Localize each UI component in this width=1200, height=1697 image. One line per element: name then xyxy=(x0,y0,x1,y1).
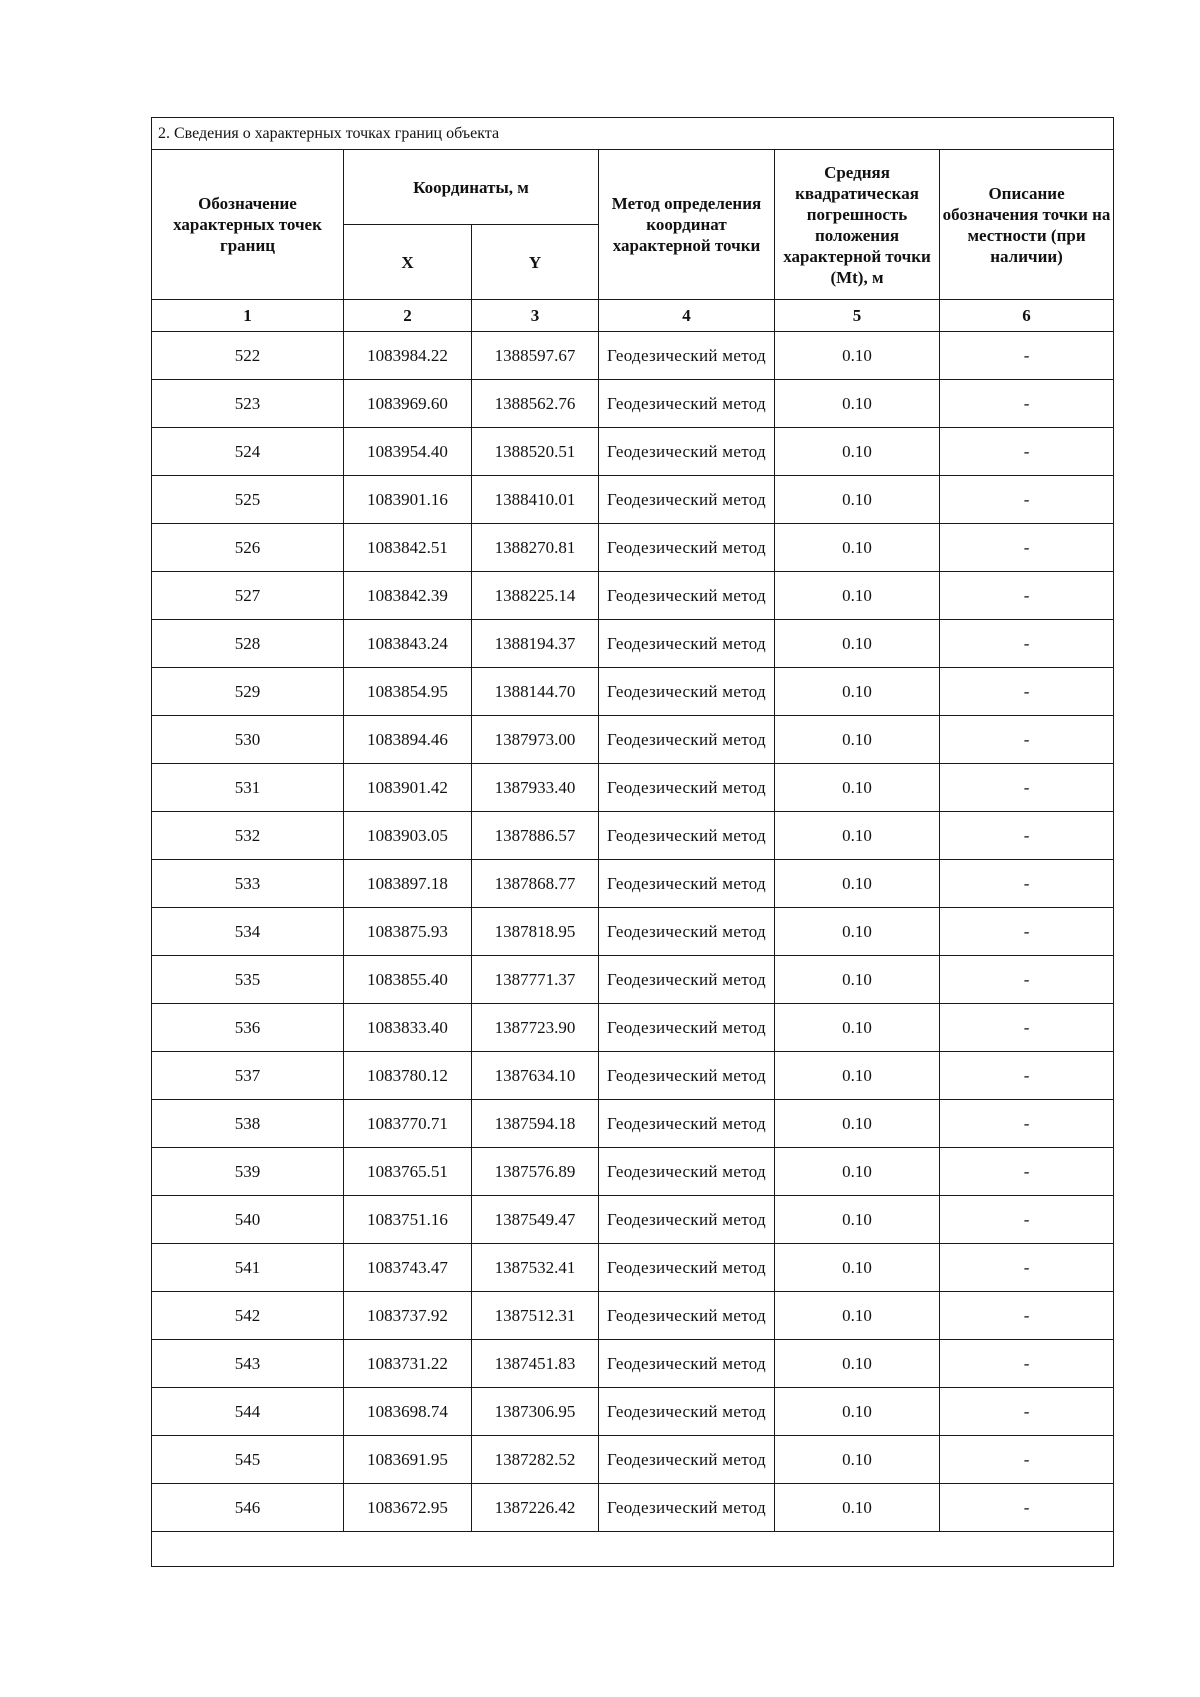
cell-coord-y: 1387549.47 xyxy=(472,1196,599,1244)
cell-mean-square-error: 0.10 xyxy=(775,1100,940,1148)
cell-point-id: 541 xyxy=(152,1244,344,1292)
cell-method: Геодезический метод xyxy=(599,1484,775,1532)
column-number: 1 xyxy=(152,300,344,332)
cell-point-id: 523 xyxy=(152,380,344,428)
cell-mean-square-error: 0.10 xyxy=(775,908,940,956)
cell-mean-square-error: 0.10 xyxy=(775,1388,940,1436)
table-row xyxy=(152,1052,1114,1100)
cell-coord-y: 1387868.77 xyxy=(472,860,599,908)
cell-point-id: 524 xyxy=(152,428,344,476)
cell-mean-square-error: 0.10 xyxy=(775,668,940,716)
cell-method: Геодезический метод xyxy=(599,524,775,572)
cell-coord-x: 1083854.95 xyxy=(344,668,472,716)
cell-mean-square-error: 0.10 xyxy=(775,332,940,380)
cell-coord-x: 1083751.16 xyxy=(344,1196,472,1244)
table-row xyxy=(152,860,1114,908)
cell-mean-square-error: 0.10 xyxy=(775,1484,940,1532)
table-row xyxy=(152,1292,1114,1340)
cell-coord-y: 1387306.95 xyxy=(472,1388,599,1436)
cell-coord-x: 1083969.60 xyxy=(344,380,472,428)
cell-method: Геодезический метод xyxy=(599,956,775,1004)
cell-description: - xyxy=(940,764,1114,812)
cell-description: - xyxy=(940,1436,1114,1484)
cell-method: Геодезический метод xyxy=(599,1436,775,1484)
header-point-designation: Обозначение характерных точек границ xyxy=(152,150,344,300)
header-method: Метод определения координат характерной точки xyxy=(599,150,775,300)
cell-point-id: 537 xyxy=(152,1052,344,1100)
cell-method: Геодезический метод xyxy=(599,1196,775,1244)
cell-coord-x: 1083954.40 xyxy=(344,428,472,476)
cell-description: - xyxy=(940,668,1114,716)
cell-coord-x: 1083903.05 xyxy=(344,812,472,860)
cell-coord-y: 1388144.70 xyxy=(472,668,599,716)
table-row xyxy=(152,716,1114,764)
header-coordinates: Координаты, м xyxy=(344,150,599,225)
cell-mean-square-error: 0.10 xyxy=(775,428,940,476)
cell-method: Геодезический метод xyxy=(599,716,775,764)
cell-coord-x: 1083897.18 xyxy=(344,860,472,908)
cell-coord-y: 1387771.37 xyxy=(472,956,599,1004)
table-row xyxy=(152,1004,1114,1052)
cell-description: - xyxy=(940,1484,1114,1532)
column-number: 3 xyxy=(472,300,599,332)
table-row xyxy=(152,1148,1114,1196)
cell-description: - xyxy=(940,1340,1114,1388)
cell-method: Геодезический метод xyxy=(599,1100,775,1148)
cell-coord-y: 1388410.01 xyxy=(472,476,599,524)
cell-method: Геодезический метод xyxy=(599,380,775,428)
table-row xyxy=(152,1388,1114,1436)
cell-coord-y: 1387973.00 xyxy=(472,716,599,764)
table-row xyxy=(152,572,1114,620)
cell-description: - xyxy=(940,428,1114,476)
cell-mean-square-error: 0.10 xyxy=(775,620,940,668)
cell-point-id: 545 xyxy=(152,1436,344,1484)
column-number: 4 xyxy=(599,300,775,332)
cell-coord-x: 1083698.74 xyxy=(344,1388,472,1436)
cell-mean-square-error: 0.10 xyxy=(775,524,940,572)
cell-coord-y: 1387532.41 xyxy=(472,1244,599,1292)
table-row xyxy=(152,620,1114,668)
column-number: 2 xyxy=(344,300,472,332)
cell-mean-square-error: 0.10 xyxy=(775,860,940,908)
cell-coord-y: 1388225.14 xyxy=(472,572,599,620)
cell-description: - xyxy=(940,1292,1114,1340)
cell-coord-y: 1387576.89 xyxy=(472,1148,599,1196)
cell-description: - xyxy=(940,380,1114,428)
header-x: X xyxy=(344,225,472,300)
cell-point-id: 534 xyxy=(152,908,344,956)
table-row xyxy=(152,476,1114,524)
table-row xyxy=(152,1340,1114,1388)
cell-mean-square-error: 0.10 xyxy=(775,572,940,620)
cell-mean-square-error: 0.10 xyxy=(775,1148,940,1196)
cell-description: - xyxy=(940,956,1114,1004)
cell-method: Геодезический метод xyxy=(599,1148,775,1196)
cell-mean-square-error: 0.10 xyxy=(775,812,940,860)
cell-coord-x: 1083833.40 xyxy=(344,1004,472,1052)
cell-point-id: 529 xyxy=(152,668,344,716)
table-row xyxy=(152,812,1114,860)
cell-description: - xyxy=(940,1100,1114,1148)
cell-description: - xyxy=(940,1244,1114,1292)
cell-point-id: 543 xyxy=(152,1340,344,1388)
cell-point-id: 539 xyxy=(152,1148,344,1196)
cell-point-id: 540 xyxy=(152,1196,344,1244)
cell-coord-x: 1083737.92 xyxy=(344,1292,472,1340)
cell-coord-x: 1083672.95 xyxy=(344,1484,472,1532)
cell-description: - xyxy=(940,716,1114,764)
table-row xyxy=(152,524,1114,572)
cell-coord-x: 1083894.46 xyxy=(344,716,472,764)
table-body xyxy=(152,332,1114,1532)
cell-coord-y: 1387933.40 xyxy=(472,764,599,812)
table-row xyxy=(152,380,1114,428)
cell-description: - xyxy=(940,476,1114,524)
cell-method: Геодезический метод xyxy=(599,1244,775,1292)
cell-coord-y: 1387451.83 xyxy=(472,1340,599,1388)
table-row xyxy=(152,1244,1114,1292)
cell-method: Геодезический метод xyxy=(599,1004,775,1052)
cell-method: Геодезический метод xyxy=(599,476,775,524)
cell-description: - xyxy=(940,1196,1114,1244)
cell-coord-x: 1083855.40 xyxy=(344,956,472,1004)
header-mean-square-error: Средняя квадратическая погрешность положения характерной точки (Mt), м xyxy=(775,150,940,300)
cell-method: Геодезический метод xyxy=(599,332,775,380)
cell-mean-square-error: 0.10 xyxy=(775,764,940,812)
cell-coord-x: 1083901.42 xyxy=(344,764,472,812)
section-title: 2. Сведения о характерных точках границ объекта xyxy=(152,118,1114,150)
cell-description: - xyxy=(940,860,1114,908)
cell-description: - xyxy=(940,620,1114,668)
cell-method: Геодезический метод xyxy=(599,860,775,908)
table-row xyxy=(152,956,1114,1004)
cell-mean-square-error: 0.10 xyxy=(775,1340,940,1388)
table-row xyxy=(152,1436,1114,1484)
cell-coord-x: 1083743.47 xyxy=(344,1244,472,1292)
cell-coord-y: 1388520.51 xyxy=(472,428,599,476)
cell-coord-y: 1387886.57 xyxy=(472,812,599,860)
cell-coord-x: 1083842.39 xyxy=(344,572,472,620)
cell-point-id: 528 xyxy=(152,620,344,668)
cell-point-id: 526 xyxy=(152,524,344,572)
header-y: Y xyxy=(472,225,599,300)
cell-coord-x: 1083875.93 xyxy=(344,908,472,956)
cell-coord-x: 1083765.51 xyxy=(344,1148,472,1196)
cell-coord-y: 1387594.18 xyxy=(472,1100,599,1148)
cell-description: - xyxy=(940,1052,1114,1100)
cell-mean-square-error: 0.10 xyxy=(775,1244,940,1292)
cell-point-id: 527 xyxy=(152,572,344,620)
cell-coord-y: 1388562.76 xyxy=(472,380,599,428)
cell-method: Геодезический метод xyxy=(599,620,775,668)
table-row xyxy=(152,1196,1114,1244)
cell-method: Геодезический метод xyxy=(599,428,775,476)
cell-mean-square-error: 0.10 xyxy=(775,1436,940,1484)
cell-coord-x: 1083842.51 xyxy=(344,524,472,572)
cell-coord-x: 1083780.12 xyxy=(344,1052,472,1100)
cell-coord-x: 1083691.95 xyxy=(344,1436,472,1484)
cell-point-id: 535 xyxy=(152,956,344,1004)
cell-description: - xyxy=(940,908,1114,956)
cell-mean-square-error: 0.10 xyxy=(775,1004,940,1052)
cell-point-id: 532 xyxy=(152,812,344,860)
cell-method: Геодезический метод xyxy=(599,1292,775,1340)
cell-mean-square-error: 0.10 xyxy=(775,1196,940,1244)
cell-point-id: 546 xyxy=(152,1484,344,1532)
cell-mean-square-error: 0.10 xyxy=(775,380,940,428)
cell-point-id: 542 xyxy=(152,1292,344,1340)
cell-coord-x: 1083770.71 xyxy=(344,1100,472,1148)
header-description: Описание обозначения точки на местности (при наличии) xyxy=(940,150,1114,300)
cell-mean-square-error: 0.10 xyxy=(775,1052,940,1100)
cell-point-id: 525 xyxy=(152,476,344,524)
cell-method: Геодезический метод xyxy=(599,764,775,812)
cell-method: Геодезический метод xyxy=(599,908,775,956)
cell-coord-x: 1083901.16 xyxy=(344,476,472,524)
cell-method: Геодезический метод xyxy=(599,1052,775,1100)
cell-description: - xyxy=(940,1004,1114,1052)
cell-description: - xyxy=(940,572,1114,620)
cell-description: - xyxy=(940,332,1114,380)
cell-coord-y: 1387282.52 xyxy=(472,1436,599,1484)
cell-coord-y: 1387512.31 xyxy=(472,1292,599,1340)
cell-coord-y: 1387634.10 xyxy=(472,1052,599,1100)
cell-point-id: 530 xyxy=(152,716,344,764)
cell-description: - xyxy=(940,1388,1114,1436)
table-footer-row xyxy=(152,1532,1114,1567)
cell-coord-y: 1388597.67 xyxy=(472,332,599,380)
cell-coord-y: 1387723.90 xyxy=(472,1004,599,1052)
cell-description: - xyxy=(940,812,1114,860)
cell-coord-y: 1388270.81 xyxy=(472,524,599,572)
cell-point-id: 544 xyxy=(152,1388,344,1436)
cell-method: Геодезический метод xyxy=(599,668,775,716)
cell-method: Геодезический метод xyxy=(599,1388,775,1436)
cell-point-id: 522 xyxy=(152,332,344,380)
cell-coord-x: 1083731.22 xyxy=(344,1340,472,1388)
column-number: 6 xyxy=(940,300,1114,332)
cell-method: Геодезический метод xyxy=(599,812,775,860)
cell-description: - xyxy=(940,1148,1114,1196)
cell-coord-x: 1083843.24 xyxy=(344,620,472,668)
cell-coord-y: 1387818.95 xyxy=(472,908,599,956)
column-number: 5 xyxy=(775,300,940,332)
cell-mean-square-error: 0.10 xyxy=(775,956,940,1004)
table-row xyxy=(152,332,1114,380)
cell-mean-square-error: 0.10 xyxy=(775,1292,940,1340)
cell-coord-x: 1083984.22 xyxy=(344,332,472,380)
table-row xyxy=(152,1100,1114,1148)
cell-point-id: 533 xyxy=(152,860,344,908)
cell-coord-y: 1388194.37 xyxy=(472,620,599,668)
cell-point-id: 536 xyxy=(152,1004,344,1052)
table-row xyxy=(152,668,1114,716)
boundary-points-table xyxy=(151,117,1114,1567)
cell-point-id: 538 xyxy=(152,1100,344,1148)
cell-mean-square-error: 0.10 xyxy=(775,476,940,524)
table-row xyxy=(152,908,1114,956)
cell-description: - xyxy=(940,524,1114,572)
table-row xyxy=(152,428,1114,476)
cell-method: Геодезический метод xyxy=(599,572,775,620)
cell-point-id: 531 xyxy=(152,764,344,812)
table-row xyxy=(152,1484,1114,1532)
cell-coord-y: 1387226.42 xyxy=(472,1484,599,1532)
cell-method: Геодезический метод xyxy=(599,1340,775,1388)
cell-mean-square-error: 0.10 xyxy=(775,716,940,764)
table-row xyxy=(152,764,1114,812)
